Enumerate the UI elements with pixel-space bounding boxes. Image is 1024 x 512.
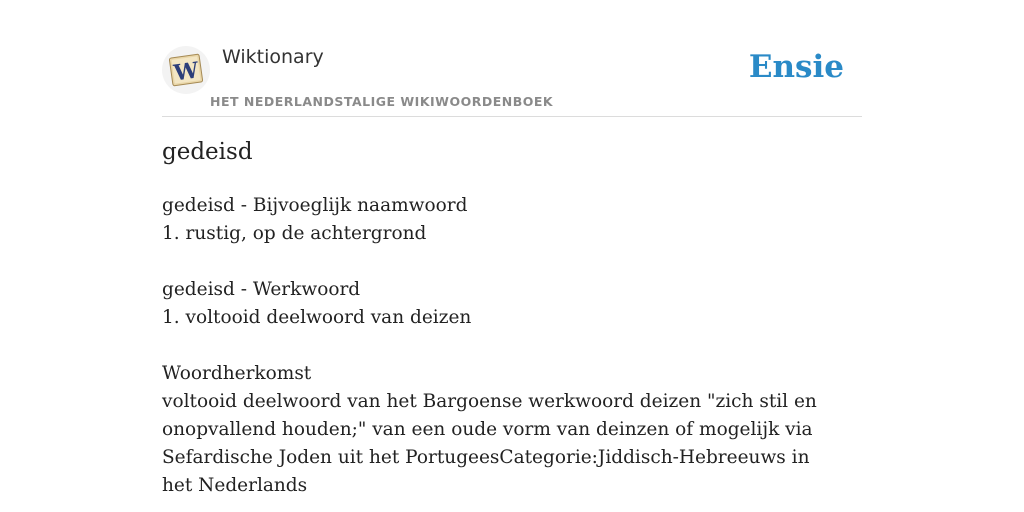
spacer bbox=[162, 248, 842, 276]
spacer bbox=[162, 332, 842, 360]
entry-definition-verb: 1. voltooid deelwoord van deizen bbox=[162, 307, 472, 328]
etymology-heading: Woordherkomst bbox=[162, 363, 312, 384]
entry-definition-adjective: 1. rustig, op de achtergrond bbox=[162, 223, 427, 244]
site-header bbox=[162, 44, 862, 117]
svg-text:W: W bbox=[172, 57, 201, 87]
ensie-brand-link[interactable]: Ensie bbox=[748, 49, 844, 85]
entry-heading-verb: gedeisd - Werkwoord bbox=[162, 279, 361, 300]
page-title: gedeisd bbox=[162, 139, 253, 165]
site-name[interactable]: Wiktionary bbox=[222, 46, 324, 68]
entry-heading-adjective: gedeisd - Bijvoeglijk naamwoord bbox=[162, 195, 468, 216]
wiktionary-logo-icon[interactable] bbox=[162, 46, 210, 94]
site-tagline: HET NEDERLANDSTALIGE WIKIWOORDENBOEK bbox=[210, 94, 554, 109]
article-content bbox=[162, 192, 842, 500]
etymology-text: voltooid deelwoord van het Bargoense werkwoord deizen "zich stil en onopvallend houden;" van een oude vorm van deinzen of mogelijk via Sefardische Joden uit het PortugeesCategorie:Jiddisch-Hebreeuws in het Nederlands bbox=[162, 391, 817, 496]
